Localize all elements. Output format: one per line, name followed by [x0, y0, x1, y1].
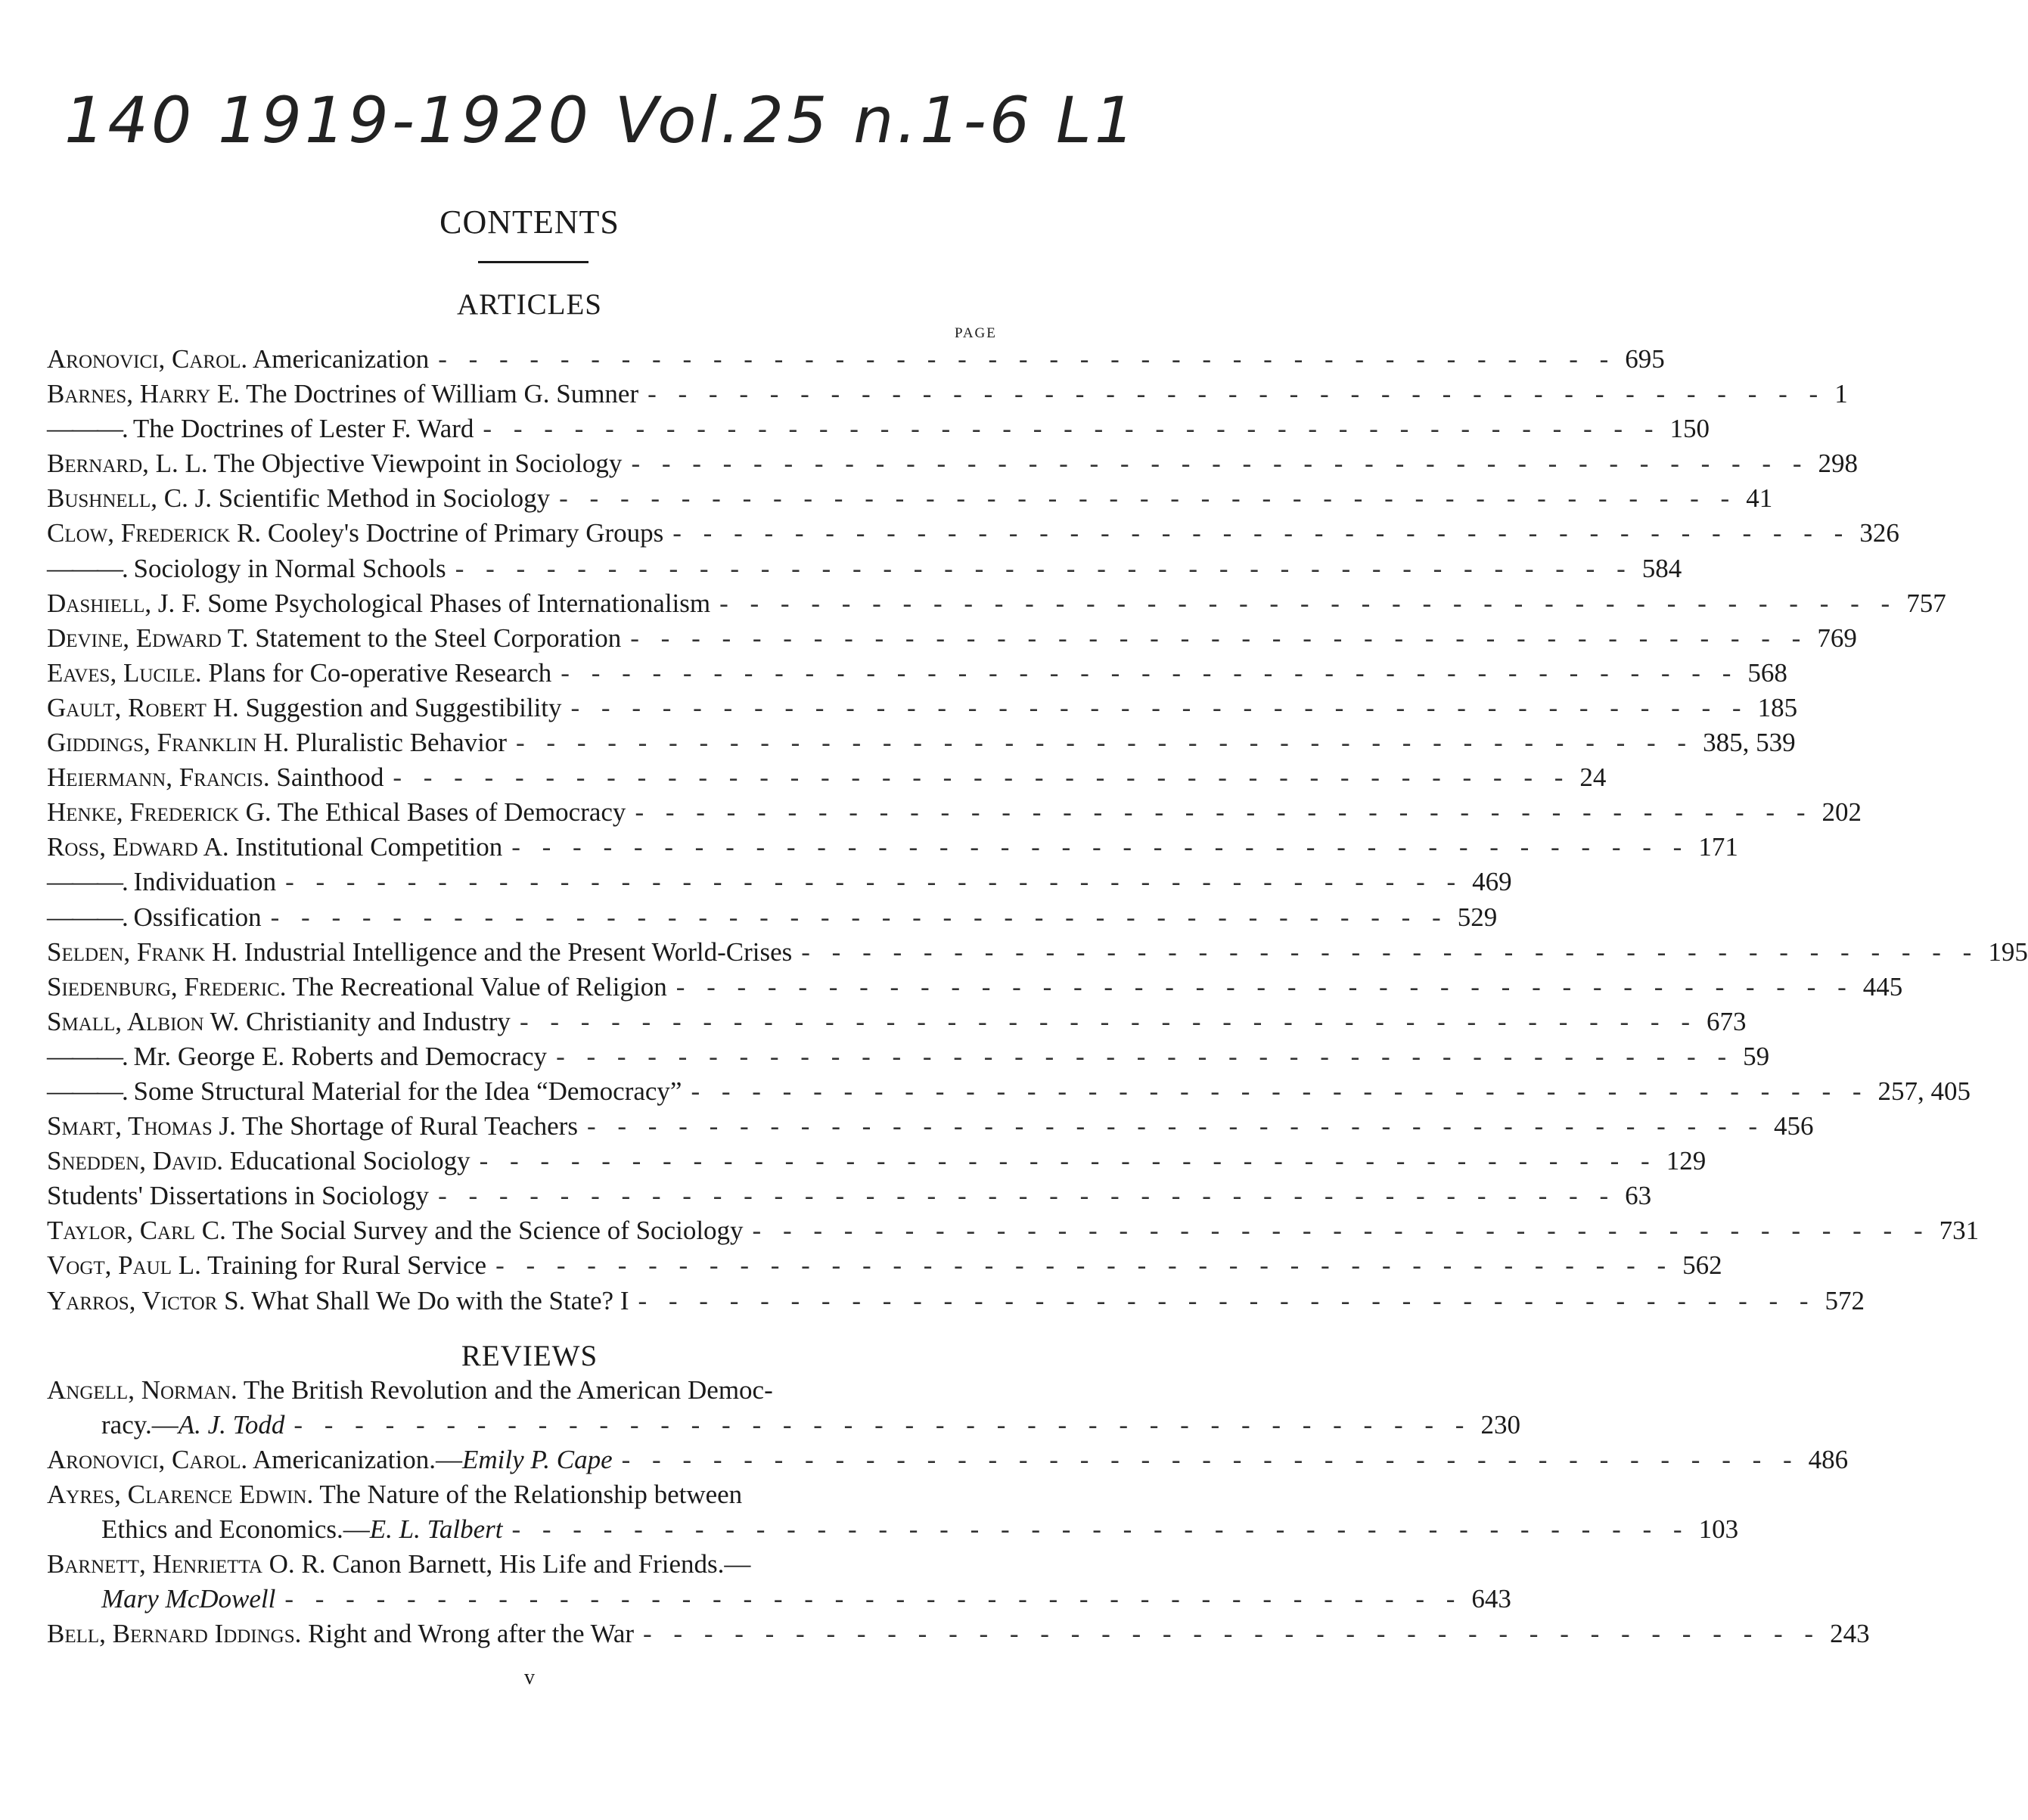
article-row [47, 692, 1798, 728]
reviewer-name: A. J. Todd [178, 1410, 285, 1440]
article-title: Christianity and Industry [245, 1006, 511, 1036]
article-author: Yarros, Victor S. [47, 1285, 246, 1315]
article-page: 150 [1669, 414, 1710, 444]
article-page: 41 [1746, 483, 1773, 514]
dot-leader: - - - - - - - - - - - - - - - - - - - - - - - - - - - - - - - - - - - - - - - [631, 449, 1809, 479]
dot-leader: - - - - - - - - - - - - - - - - - - - - - - - - - - - - - - - - - - - - - - - [630, 623, 1809, 653]
article-text [47, 518, 663, 548]
article-author: ———. [47, 902, 127, 932]
article-page: 456 [1774, 1111, 1814, 1141]
article-author: Siedenburg, Frederic. [47, 971, 287, 1002]
dot-leader: - - - - - - - - - - - - - - - - - - - - - - - - - - - - - - - - - - - - - - - [801, 936, 1980, 967]
article-row [47, 902, 1498, 937]
review-line [47, 1514, 1739, 1545]
article-title: What Shall We Do with the State? I [251, 1285, 629, 1315]
reviews-heading: REVIEWS [461, 1340, 598, 1372]
article-title: Suggestion and Suggestibility [245, 692, 562, 722]
article-author: Taylor, Carl C. [47, 1216, 226, 1246]
article-text [47, 1216, 744, 1246]
article-author: Small, Albion W. [47, 1006, 240, 1036]
article-text [47, 937, 792, 967]
dot-leader: - - - - - - - - - - - - - - - - - - - - - - - - - - - - - - - - - - - - - - - [675, 971, 1854, 1002]
article-text [47, 797, 626, 828]
dot-leader: - - - - - - - - - - - - - - - - - - - - - - - - - - - - - - - - - - - - - - - [455, 553, 1633, 583]
article-text [47, 762, 384, 793]
article-title: Educational Sociology [229, 1146, 471, 1176]
dot-leader: - - - - - - - - - - - - - - - - - - - - - - - - - - - - - - - - - - - - - - - [293, 1410, 1472, 1440]
article-author: Aronovici, Carol. [47, 344, 248, 374]
review-author: Aronovici, Carol. [47, 1445, 248, 1474]
review-book-title: Americanization.— [252, 1445, 462, 1474]
article-row [47, 414, 1710, 449]
dot-leader: - - - - - - - - - - - - - - - - - - - - - - - - - - - - - - - - - - - - - - - [638, 1285, 1816, 1315]
article-author: Devine, Edward T. [47, 623, 249, 653]
article-page: 1 [1834, 379, 1848, 409]
article-row [47, 1216, 1980, 1250]
article-row [47, 832, 1738, 867]
article-title: Plans for Co-operative Research [208, 657, 552, 688]
article-row [47, 936, 2028, 972]
review-page: 230 [1480, 1410, 1520, 1440]
article-author: Clow, Frederick R. [47, 518, 262, 548]
review-entry [47, 1480, 1739, 1549]
article-page: 445 [1862, 971, 1903, 1002]
article-title: Some Structural Material for the Idea “Democracy” [133, 1076, 682, 1106]
article-row [47, 867, 1512, 902]
article-title: Individuation [133, 867, 277, 897]
article-author: Henke, Frederick G. [47, 797, 272, 828]
article-page: 326 [1859, 518, 1899, 548]
article-author: Barnes, Harry E. [47, 379, 241, 409]
article-row [47, 483, 1773, 518]
dot-leader: - - - - - - - - - - - - - - - - - - - - - - - - - - - - - - - - - - - - - - - [393, 762, 1571, 793]
reviewer-name: E. L. Talbert [369, 1514, 503, 1544]
article-page: 562 [1682, 1250, 1722, 1281]
article-title: Sociology in Normal Schools [133, 553, 446, 583]
article-title: Americanization [252, 344, 430, 374]
article-author: ———. [47, 414, 127, 444]
article-page: 469 [1472, 867, 1512, 897]
article-author: Selden, Frank H. [47, 936, 238, 967]
article-author: Gault, Robert H. [47, 692, 239, 722]
article-author: ———. [47, 553, 127, 583]
article-row [47, 1181, 1652, 1216]
article-row [47, 728, 1796, 762]
article-title: Mr. George E. Roberts and Democracy [133, 1041, 548, 1071]
article-page: 385, 539 [1703, 728, 1796, 758]
dot-leader: - - - - - - - - - - - - - - - - - - - - - - - - - - - - - - - - - - - - - - - [643, 1619, 1821, 1648]
dot-leader: - - - - - - - - - - - - - - - - - - - - - - - - - - - - - - - - - - - - - - - [270, 902, 1449, 932]
article-row [47, 971, 1903, 1007]
article-page: 584 [1641, 553, 1682, 583]
article-text [47, 344, 429, 374]
article-title: Institutional Competition [235, 832, 503, 862]
article-page: 572 [1825, 1285, 1865, 1315]
review-entry [47, 1619, 1870, 1654]
article-row [47, 1285, 1865, 1321]
review-entry [47, 1549, 1511, 1619]
article-author: ———. [47, 867, 127, 897]
dot-leader: - - - - - - - - - - - - - - - - - - - - - - - - - - - - - - - - - - - - - - - [511, 832, 1690, 862]
article-title: The Social Survey and the Science of Sociology [232, 1216, 744, 1246]
article-row [47, 344, 1665, 379]
article-text [47, 867, 276, 897]
article-row [47, 1076, 1971, 1111]
article-author: Snedden, David. [47, 1146, 224, 1176]
article-title: Scientific Method in Sociology [218, 483, 551, 514]
dot-leader: - - - - - - - - - - - - - - - - - - - - - - - - - - - - - - - - - - - - - - - [438, 1181, 1616, 1211]
article-text [47, 414, 474, 444]
article-page: 695 [1625, 344, 1665, 374]
article-author: Bernard, L. L. [47, 449, 208, 479]
article-page: 757 [1906, 588, 1946, 618]
review-entry [47, 1445, 1849, 1480]
review-page: 243 [1830, 1619, 1870, 1648]
article-title: Some Psychological Phases of Internationalism [207, 588, 711, 618]
article-author: Bushnell, C. J. [47, 483, 212, 514]
reviewer-name: Mary McDowell [101, 1584, 276, 1613]
dot-leader: - - - - - - - - - - - - - - - - - - - - - - - - - - - - - - - - - - - - - - - [559, 483, 1738, 514]
article-title: Training for Rural Service [207, 1250, 487, 1281]
review-text [47, 1445, 613, 1475]
dot-leader: - - - - - - - - - - - - - - - - - - - - - - - - - - - - - - - - - - - - - - - [561, 657, 1739, 688]
article-text [47, 623, 621, 654]
review-book-title-cont: Ethics and Economics.— [101, 1514, 370, 1544]
article-row [47, 553, 1682, 589]
article-text [47, 1007, 511, 1037]
article-row [47, 449, 1858, 483]
article-author: ———. [47, 1041, 127, 1071]
article-text [47, 1076, 682, 1107]
review-author: Angell, Norman. [47, 1375, 238, 1405]
review-line [47, 1619, 1870, 1654]
review-line [47, 1480, 1002, 1514]
review-book-title-cont: racy.— [101, 1410, 179, 1440]
article-title: Industrial Intelligence and the Present World-Crises [244, 936, 793, 967]
article-page: 195 [1988, 936, 2028, 967]
article-page: 171 [1698, 832, 1738, 862]
review-book-title: Canon Barnett, His Life and Friends.— [332, 1549, 751, 1579]
review-book-title: The Nature of the Relationship between [319, 1480, 743, 1509]
article-text [47, 1181, 429, 1211]
reviews-list [47, 1375, 1870, 1654]
review-continuation [101, 1514, 503, 1545]
review-line [47, 1375, 1002, 1410]
dot-leader: - - - - - - - - - - - - - - - - - - - - - - - - - - - - - - - - - - - - - - - [648, 379, 1826, 409]
article-row [47, 588, 1946, 623]
review-line [47, 1410, 1520, 1440]
dot-leader: - - - - - - - - - - - - - - - - - - - - - - - - - - - - - - - - - - - - - - - [438, 344, 1616, 374]
article-row [47, 518, 1899, 553]
article-row [47, 623, 1857, 658]
article-text [47, 589, 710, 619]
article-author: Heiermann, Francis. [47, 762, 270, 793]
review-continuation [101, 1410, 284, 1440]
article-page: 298 [1818, 449, 1858, 479]
handwritten-call-number: 140 1919-1920 Vol.25 n.1-6 L1 [64, 83, 1138, 157]
review-author: Ayres, Clarence Edwin. [47, 1480, 314, 1509]
article-author: Ross, Edward A. [47, 832, 229, 862]
dot-leader: - - - - - - - - - - - - - - - - - - - - - - - - - - - - - - - - - - - - - - - [621, 1445, 1800, 1474]
article-author: ———. [47, 1076, 127, 1106]
article-row [47, 379, 1848, 414]
article-page: 568 [1747, 657, 1787, 688]
page-number-footer: v [524, 1666, 535, 1689]
review-text [47, 1619, 634, 1649]
article-title: Cooley's Doctrine of Primary Groups [267, 518, 664, 548]
article-text [47, 1286, 629, 1316]
article-title: The Doctrines of Lester F. Ward [132, 414, 474, 444]
article-page: 202 [1821, 797, 1862, 828]
article-page: 129 [1666, 1146, 1707, 1176]
article-text [47, 972, 667, 1002]
review-line [47, 1584, 1511, 1614]
dot-leader: - - - - - - - - - - - - - - - - - - - - - - - - - - - - - - - - - - - - - - - [719, 588, 1898, 618]
page-column-label: PAGE [955, 325, 997, 341]
review-page: 486 [1808, 1445, 1849, 1474]
article-text [47, 449, 622, 479]
review-book-title: The British Revolution and the American Democ- [243, 1375, 773, 1405]
article-page: 769 [1817, 623, 1857, 653]
article-row [47, 797, 1862, 832]
article-text [47, 832, 502, 862]
article-page: 59 [1743, 1041, 1770, 1071]
dot-leader: - - - - - - - - - - - - - - - - - - - - - - - - - - - - - - - - - - - - - - - [511, 1514, 1690, 1544]
article-text [47, 693, 562, 723]
article-row [47, 1006, 1747, 1042]
article-text [47, 728, 507, 758]
article-title: Students' Dissertations in Sociology [47, 1181, 430, 1211]
dot-leader: - - - - - - - - - - - - - - - - - - - - - - - - - - - - - - - - - - - - - - - [483, 414, 1661, 444]
review-author: Bell, Bernard Iddings. [47, 1619, 302, 1648]
article-title: Sainthood [276, 762, 384, 793]
dot-leader: - - - - - - - - - - - - - - - - - - - - - - - - - - - - - - - - - - - - - - - [495, 1250, 1674, 1281]
dot-leader: - - - - - - - - - - - - - - - - - - - - - - - - - - - - - - - - - - - - - - - [570, 692, 1749, 722]
dot-leader: - - - - - - - - - - - - - - - - - - - - - - - - - - - - - - - - - - - - - - - [285, 867, 1464, 897]
article-page: 529 [1457, 902, 1498, 932]
article-page: 673 [1707, 1006, 1747, 1036]
article-title: The Shortage of Rural Teachers [241, 1111, 578, 1141]
article-page: 257, 405 [1877, 1076, 1971, 1106]
article-row [47, 1041, 1770, 1076]
article-title: Pluralistic Behavior [296, 728, 508, 758]
review-author: Barnett, Henrietta O. R. [47, 1549, 326, 1579]
dot-leader: - - - - - - - - - - - - - - - - - - - - - - - - - - - - - - - - - - - - - - - [752, 1216, 1930, 1246]
article-page: 63 [1625, 1181, 1652, 1211]
article-page: 185 [1757, 692, 1798, 722]
article-title: Ossification [133, 902, 262, 932]
article-page: 731 [1939, 1216, 1980, 1246]
article-row [47, 1250, 1722, 1285]
review-line [47, 1549, 1002, 1584]
dot-leader: - - - - - - - - - - - - - - - - - - - - - - - - - - - - - - - - - - - - - - - [479, 1146, 1657, 1176]
article-text [47, 1042, 547, 1072]
review-book-title: Right and Wrong after the War [308, 1619, 635, 1648]
article-author: Eaves, Lucile. [47, 657, 202, 688]
review-line [47, 1445, 1849, 1480]
article-row [47, 1146, 1707, 1181]
articles-list [47, 344, 2028, 1321]
article-text [47, 379, 638, 409]
dot-leader: - - - - - - - - - - - - - - - - - - - - - - - - - - - - - - - - - - - - - - - [672, 518, 1851, 548]
reviewer-name: Emily P. Cape [461, 1445, 613, 1474]
article-title: The Recreational Value of Religion [292, 971, 667, 1002]
review-page: 103 [1698, 1514, 1739, 1544]
article-author: Smart, Thomas J. [47, 1111, 236, 1141]
article-page: 24 [1579, 762, 1607, 793]
dot-leader: - - - - - - - - - - - - - - - - - - - - - - - - - - - - - - - - - - - - - - - [635, 797, 1813, 828]
review-continuation [101, 1584, 275, 1614]
dot-leader: - - - - - - - - - - - - - - - - - - - - - - - - - - - - - - - - - - - - - - - [691, 1076, 1869, 1106]
dot-leader: - - - - - - - - - - - - - - - - - - - - - - - - - - - - - - - - - - - - - - - [586, 1111, 1766, 1141]
dot-leader: - - - - - - - - - - - - - - - - - - - - - - - - - - - - - - - - - - - - - - - [284, 1584, 1463, 1613]
article-text [47, 554, 446, 584]
article-text [47, 902, 262, 933]
page-title: CONTENTS [439, 203, 620, 241]
dot-leader: - - - - - - - - - - - - - - - - - - - - - - - - - - - - - - - - - - - - - - - [516, 728, 1694, 758]
article-text [47, 483, 550, 514]
article-author: Giddings, Franklin H. [47, 728, 290, 758]
article-title: Statement to the Steel Corporation [255, 623, 622, 653]
article-row [47, 762, 1607, 797]
article-author: Dashiell, J. F. [47, 588, 201, 618]
article-text [47, 1250, 486, 1281]
article-text [47, 1146, 471, 1176]
article-title: The Objective Viewpoint in Sociology [213, 449, 623, 479]
article-row [47, 1111, 1814, 1146]
articles-heading: ARTICLES [457, 288, 602, 321]
article-author: Vogt, Paul L. [47, 1250, 201, 1281]
review-entry [47, 1375, 1520, 1445]
article-title: The Doctrines of William G. Sumner [246, 379, 639, 409]
article-title: The Ethical Bases of Democracy [277, 797, 626, 828]
article-row [47, 657, 1787, 693]
dot-leader: - - - - - - - - - - - - - - - - - - - - - - - - - - - - - - - - - - - - - - - [519, 1006, 1697, 1036]
article-text [47, 658, 551, 688]
article-text [47, 1111, 578, 1141]
title-rule [478, 261, 589, 263]
review-page: 643 [1471, 1584, 1511, 1613]
dot-leader: - - - - - - - - - - - - - - - - - - - - - - - - - - - - - - - - - - - - - - - [556, 1041, 1735, 1071]
